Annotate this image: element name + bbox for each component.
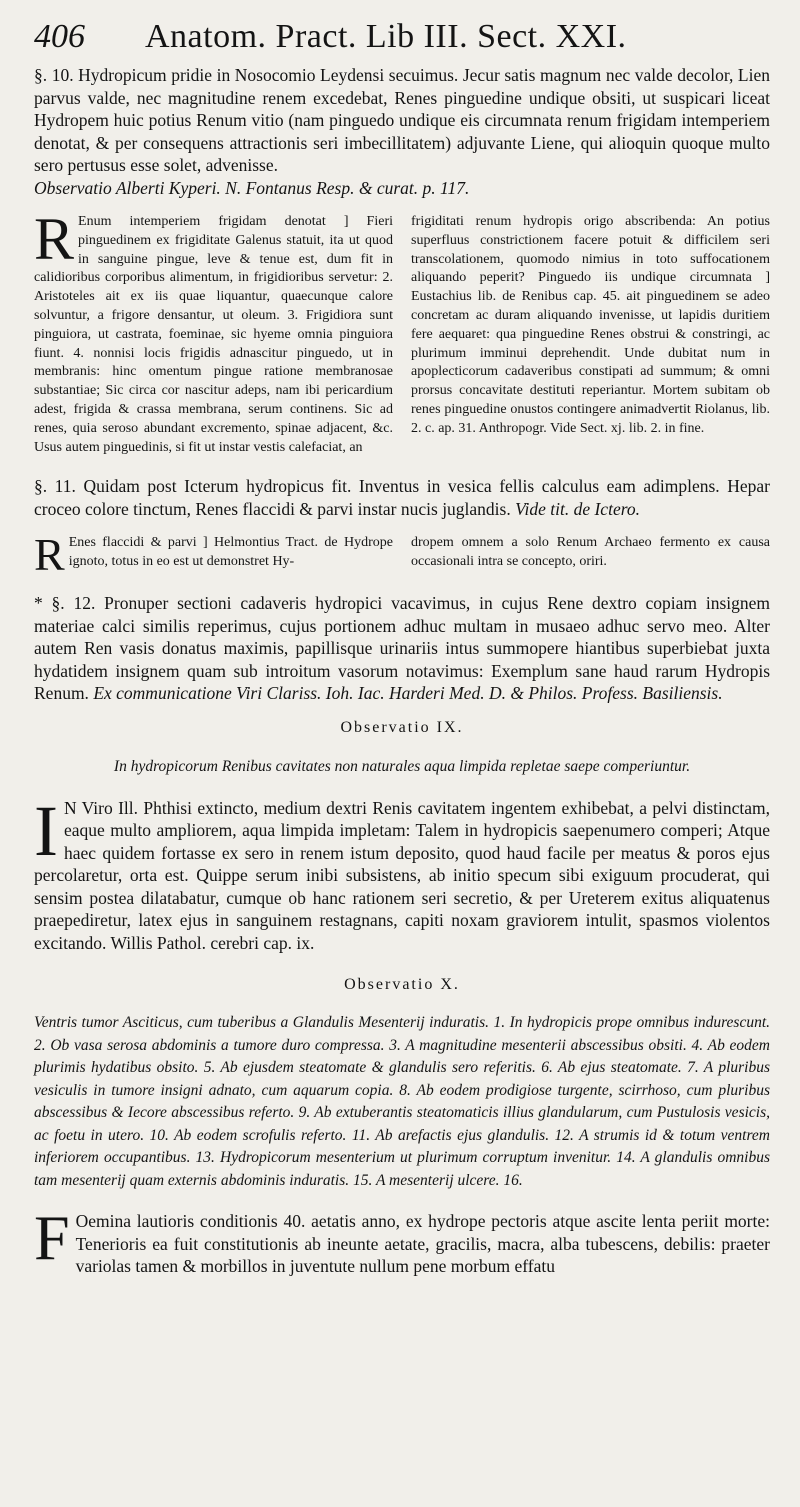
section-10-source: Observatio Alberti Kyperi. N. Fontanus Resp. & curat. p. 117. xyxy=(34,177,470,198)
drop-cap: I xyxy=(34,790,58,871)
page-header xyxy=(34,18,770,64)
section-11-text: §. 11. Quidam post Icterum hydropicus fit. Inventus in vesica fellis calculus eam adimplens. Hepar croceo colore tinctum, Renes flaccidi & parvi instar nucis juglandis. xyxy=(34,476,770,519)
commentary-2-left-text: Enes flaccidi & parvi ] Helmontius Tract. de Hydrope ignoto, totus in eo est ut demonstret Hy- xyxy=(68,535,393,570)
observation-10-heading: Observatio X. xyxy=(344,976,460,994)
section-10-text: §. 10. Hydropicum pridie in Nosocomio Leydensi secuimus. Jecur satis magnum nec valde decolor, Lien parvus valde, nec magnitudine renem excedebat, Renes pinguedine undique obsiti, ut suspicari liceat Hydropem huic potius Renum vitio (nam pinguedo undique eis circumnata renum frigidam intemperiem denotat, & per consequens attractionis seri imbecillitatem) adjuvante Liene, qui alioquin quoque multo sero pertusus esse solet, advenisse. xyxy=(34,65,770,175)
commentary-1-left-text: Enum intemperiem frigidam denotat ] Fieri pinguedinem ex frigiditate Galenus statuit, ita ut quod in sanguine pingue, leve & tenue est, dum fit in calidioribus corporibus alimentum, in frigidioribus servetur: 2. Aristoteles ait ex iis quae liquantur, quaecunque calore solvuntur, a frigore densantur, ut oleum. 3. Frigidiora sunt pinguiora, ut castrata, foeminae, sic hyeme omnia pinguiora fiunt. 4. nonnisi locis frigidis adnascitur pinguedo, ut in membranis: hinc omentum pingue ratione membranosae substantiae; Sic circa cor nascitur adeps, nam ibi pericardium adest, frigida & crassa membrana, serum continens. Sic ad renes, quia seroso abundant excremento, spinae adjacent, &c. Usus autem pinguedinis, si fit ut instar vestis calefaciat, an xyxy=(34,214,393,455)
section-12-source: Ex communicatione Viri Clariss. Ioh. Iac. Harderi Med. D. & Philos. Profess. Basiliensis. xyxy=(93,683,723,704)
observation-9-text: N Viro Ill. Phthisi extincto, medium dextri Renis cavitatem ingentem exhibebat, a pelvi distinctam, eaque multo ampliorem, aqua limpida impletam: Talem in hydropicis saepenumero comperi; Atque haec quidem fortasse ex sero in renem istum deposito, quod haud facile per meatus & poros ejus percolaretur, orta est. Quippe serum inibi subsistens, ab initio specum sibi exiguum procuderat, qui sensim postea dilatabatur, cumque ob hanc rationem seri secretio, & per Ureterem exitus aliquatenus praepediretur, latex ejus in sanguinem restagnans, capiti noxam graviorem intulit, spasmos violentos excitando. xyxy=(34,797,770,953)
commentary-1-right: frigiditati renum hydropis origo abscribenda: An potius superfluus constrictionem facere potuit & difficilem seri transcolationem, quomodo nimius in toto suffocationem aliquando peperit? Pinguedo iis undique circumnata ] Eustachius lib. de Renibus cap. 45. ait pinguedinem se adeo concretam ac duram aliquando invenisse, ut lapidis duritiem fere aequaret: qua pinguedine Renes obstrui & constringi, ac plurimum imminui deprehendit. Unde dubitat num in apoplecticorum cadaveribus constipati ad summum; & omni prorsus concavitate destituti reperiantur. Mortem subitam ob renes pinguedine onustos contingere animadvertit Riolanus, lib. 2. c. ap. 31. Anthropogr. Vide Sect. xj. lib. 2. in fine. xyxy=(411,214,770,436)
running-title: Anatom. Pract. Lib III. Sect. XXI. xyxy=(145,18,627,55)
section-12 xyxy=(34,592,770,705)
section-11-ref: Vide tit. de Ictero. xyxy=(515,498,640,519)
observation-10-body xyxy=(34,1202,770,1278)
section-12-text: * §. 12. Pronuper sectioni cadaveris hydropici vacavimus, in cujus Rene dextro copiam insignem materiae calci similis reperimus, cujus portionem adhuc multam in musaeo adhuc servo meo. Alter autem Ren vasis donatus maximis, papillisque urinariis intus summopere hiantibus superbiebat juxta hydatidem insignem quam sub introitum vasorum notavimus: Exemplum sane haud rarum Hydropis Renum. xyxy=(34,593,770,704)
observation-10-text: Oemina lautioris conditionis 40. aetatis anno, ex hydrope pectoris atque ascite lenta periit morte: Tenerioris ea fuit constitutionis ab ineunte aetate, gracilis, macra, alba tubescens, debilis: praeter variolas tamen & morbillos in juventute nullum pene morbum effatu xyxy=(75,1211,770,1277)
section-10 xyxy=(34,64,770,199)
drop-cap: R xyxy=(34,529,65,581)
commentary-2 xyxy=(34,529,770,581)
observation-10-summary: Ventris tumor Asciticus, cum tuberibus a Glandulis Mesenterij induratis. 1. In hydropicis prope omnibus indurescunt. 2. Ob vasa serosa abdominis a tumore duro compressa. 3. A magnitudine mesenterii abscessibus obsiti. 4. Ab eodem plurimis hydatibus obsito. 5. Ab ejusdem steatomate & glandulis sero referitis. 6. Ab ejus steatomate. 7. A pluribus vesiculis in tumore insigni adnato, cum aquarum copia. 8. Ab eodem prodigiose turgente, scirrhoso, cum pluribus abscessibus & Iecore abscessibus referto. 9. Ab extuberantis steatomaticis illius glandularum, cum Pustulosis vesicis, ac foetu in utero. 10. Ab eodem scrofulis referto. 11. Ab arefactis ejus glandulis. 12. A strumis id & totum ventrem inferiorem occupantibus. 13. Hydropicorum mesenterium ut plurimum corruptum invenitur. 14. A glandulis omnibus tam mesenterij quam externis abdominis induratis. 15. A mesenterij ulcere. 16. xyxy=(34,1014,770,1189)
observation-9-body xyxy=(34,790,770,955)
section-11 xyxy=(34,475,770,520)
observation-9-title: In hydropicorum Renibus cavitates non naturales aqua limpida repletae saepe comperiuntur. xyxy=(113,757,691,775)
commentary-2-right: dropem omnem a solo Renum Archaeo fermento ex causa occasionali intra se concepto, oriri. xyxy=(411,535,770,570)
page-number: 406 xyxy=(34,18,85,55)
drop-cap: R xyxy=(34,206,75,272)
observation-9-source: Willis Pathol. cerebri cap. ix. xyxy=(110,932,315,953)
drop-cap: F xyxy=(34,1202,70,1274)
commentary-1-left xyxy=(34,206,393,457)
observation-9-heading: Observatio IX. xyxy=(340,718,464,736)
commentary-1 xyxy=(34,206,770,457)
commentary-2-left xyxy=(34,529,393,581)
